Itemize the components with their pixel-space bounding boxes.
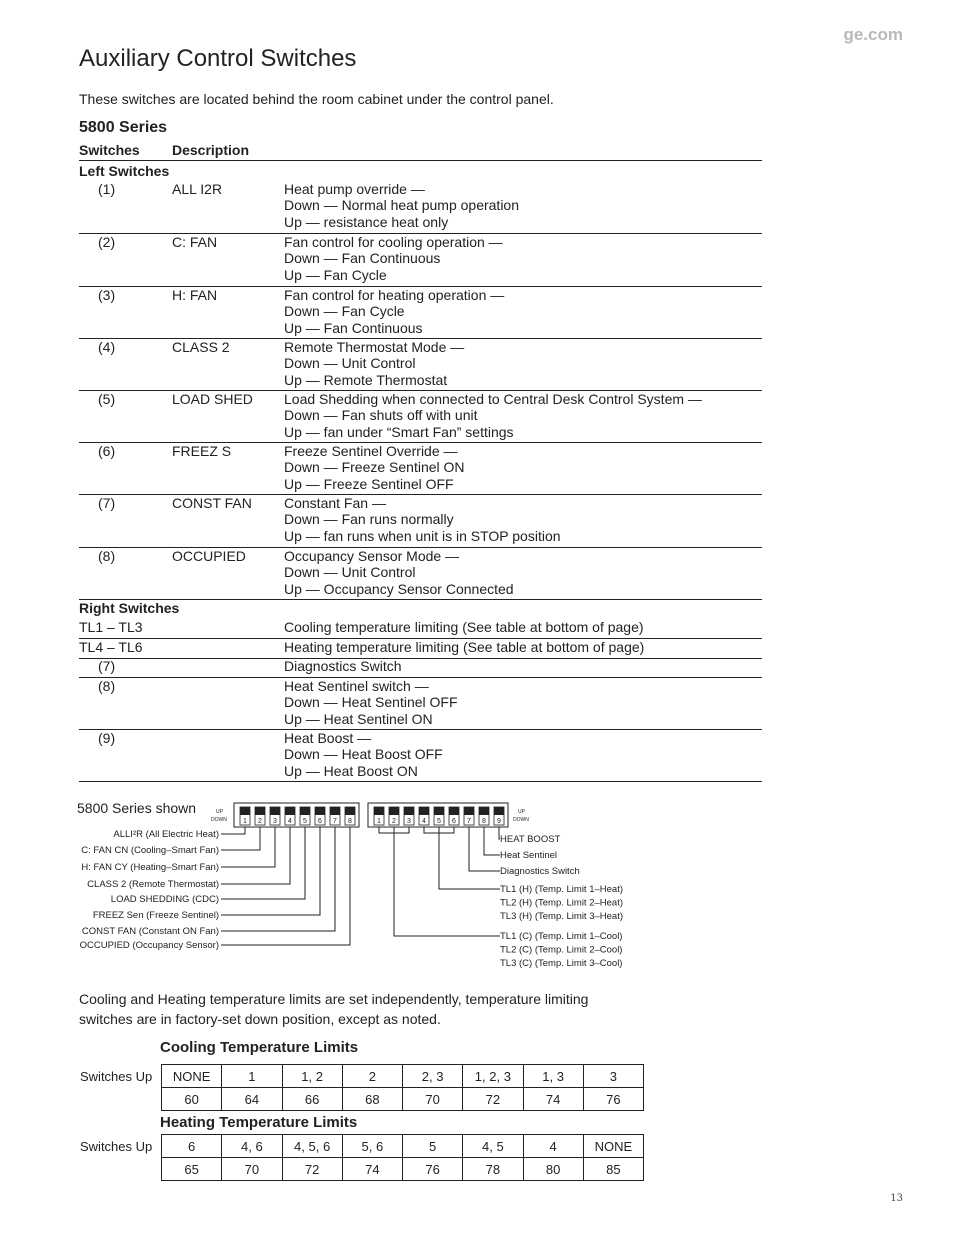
switch-description <box>284 391 702 440</box>
description-line: Down — Fan Continuous <box>284 250 441 267</box>
description-line: Down — Normal heat pump operation <box>284 197 520 214</box>
leader-line <box>484 827 500 855</box>
description-line: Up — Fan Cycle <box>284 266 387 283</box>
dip-switch-toggle <box>389 807 399 815</box>
switch-description <box>284 495 561 544</box>
switches-up-cell: 3 <box>583 1065 643 1088</box>
temperature-cell: 66 <box>282 1088 342 1111</box>
diagram-label: TL1 (H) (Temp. Limit 1–Heat) <box>500 884 624 895</box>
dip-switch-toggle <box>479 807 489 815</box>
dip-switch-toggle <box>494 807 504 815</box>
dip-switch-number: 3 <box>407 818 411 825</box>
note-line: Cooling and Heating temperature limits are set independently, temperature limiting <box>79 991 589 1007</box>
dip-switch-toggle <box>419 807 429 815</box>
diagram-label: LOAD SHEDDING (CDC) <box>110 894 219 905</box>
diagram-label: CONST FAN (Constant ON Fan) <box>81 926 219 937</box>
switch-number: (7) <box>98 658 116 674</box>
description-line: Down — Unit Control <box>284 355 416 372</box>
diagram-label: TL2 (C) (Temp. Limit 2–Cool) <box>500 944 623 956</box>
series-heading: 5800 Series <box>79 119 168 136</box>
diagram-label: OCCUPIED (Occupancy Sensor) <box>79 940 219 951</box>
temperature-cell: 70 <box>403 1088 463 1111</box>
page-title: Auxiliary Control Switches <box>79 45 357 72</box>
left-switches-heading: Left Switches <box>79 163 170 179</box>
leader-line <box>221 827 245 834</box>
diagram-label: ALLI²R (All Electric Heat) <box>113 829 219 840</box>
switch-row <box>79 678 762 730</box>
cooling-row-label: Switches Up <box>80 1069 153 1084</box>
page-number: 13 <box>890 1193 903 1204</box>
temp-limit-description: Cooling temperature limiting (See table at bottom of page) <box>284 619 644 635</box>
leader-line <box>221 827 350 945</box>
switch-row <box>79 234 762 287</box>
description-line: Up — Heat Sentinel ON <box>284 710 433 727</box>
header-rule <box>79 160 762 161</box>
switch-row <box>79 658 762 678</box>
dip-switch-number: 4 <box>288 818 292 825</box>
left-diagram-labels <box>80 829 219 951</box>
switch-row <box>79 339 762 391</box>
description-line: Up — resistance heat only <box>284 213 449 230</box>
heating-title: Heating Temperature Limits <box>160 1114 358 1131</box>
switch-code: C: FAN <box>172 234 218 250</box>
switch-row <box>79 287 762 339</box>
description-line: Occupancy Sensor Mode — <box>284 548 460 564</box>
diagram-label: HEAT BOOST <box>500 834 561 845</box>
switch-code: LOAD SHED <box>172 391 253 407</box>
description-line: Up — fan runs when unit is in STOP position <box>284 527 561 544</box>
temperature-cell: 78 <box>463 1158 523 1181</box>
diagram-label: TL3 (C) (Temp. Limit 3–Cool) <box>500 958 623 969</box>
description-line: Down — Fan shuts off with unit <box>284 407 478 424</box>
temp-limit-label: TL1 – TL3 <box>79 619 143 635</box>
description-line: Down — Fan Cycle <box>284 303 405 320</box>
temperature-cell: 74 <box>523 1088 583 1111</box>
description-line: Fan control for heating operation — <box>284 287 505 303</box>
temperature-cell: 65 <box>162 1158 222 1181</box>
switches-up-cell: 4 <box>523 1135 583 1158</box>
switches-up-cell: 2, 3 <box>403 1065 463 1088</box>
switch-row <box>79 181 762 234</box>
temp-limit-description: Heating temperature limiting (See table at bottom of page) <box>284 639 645 655</box>
switch-row <box>79 391 762 443</box>
dip-switch-toggle <box>255 807 265 815</box>
switch-description <box>284 181 519 230</box>
dip-switch-number: 1 <box>377 818 381 825</box>
heating-switches-row <box>162 1135 644 1158</box>
description-line: Down — Freeze Sentinel ON <box>284 459 465 476</box>
switch-description <box>284 339 464 388</box>
leader-line <box>221 827 290 884</box>
temperature-cell: 85 <box>583 1158 643 1181</box>
diagram-label: CLASS 2 (Remote Thermostat) <box>87 879 219 890</box>
switches-up-cell: 1, 2, 3 <box>463 1065 523 1088</box>
switches-up-cell: NONE <box>583 1135 643 1158</box>
diagram-label: TL2 (H) (Temp. Limit 2–Heat) <box>500 897 624 909</box>
temperature-cell: 72 <box>282 1158 342 1181</box>
switch-number: (6) <box>98 443 116 459</box>
dip-switch-number: 5 <box>437 818 441 825</box>
temperature-cell: 64 <box>222 1088 282 1111</box>
switch-code: FREEZ S <box>172 443 232 459</box>
switches-up-cell: NONE <box>162 1065 222 1088</box>
description-line: Down — Heat Boost OFF <box>284 746 443 763</box>
switch-description <box>284 287 504 336</box>
right-leader-lines <box>379 827 500 936</box>
switch-code: CLASS 2 <box>172 339 230 355</box>
leader-line <box>221 827 275 867</box>
switch-description <box>284 234 503 283</box>
switch-row <box>79 730 762 782</box>
diagram-label: TL3 (H) (Temp. Limit 3–Heat) <box>500 911 624 922</box>
dip-switch-number: 9 <box>497 818 501 825</box>
right-switches-heading: Right Switches <box>79 600 180 616</box>
dip-switch-toggle <box>270 807 280 815</box>
description-line: Load Shedding when connected to Central Desk Control System — <box>284 391 702 407</box>
description-line: Down — Heat Sentinel OFF <box>284 694 458 711</box>
dip-switch-toggle <box>374 807 384 815</box>
dip-switch-number: 3 <box>273 818 277 825</box>
right-down-label: DOWN <box>513 817 529 823</box>
dip-switch-number: 2 <box>392 818 396 825</box>
switch-number: (3) <box>98 287 116 303</box>
dip-switch-number: 8 <box>482 818 486 825</box>
switch-number: (4) <box>98 339 116 355</box>
dip-switch-toggle <box>240 807 250 815</box>
dip-switch-toggle <box>404 807 414 815</box>
description-line: Up — Freeze Sentinel OFF <box>284 475 454 492</box>
leader-line <box>221 827 260 850</box>
switches-up-cell: 4, 6 <box>222 1135 282 1158</box>
header-description: Description <box>172 142 250 158</box>
switches-up-cell: 4, 5, 6 <box>282 1135 342 1158</box>
dip-switch-toggle <box>434 807 444 815</box>
description-line: Heat Sentinel switch — <box>284 678 429 694</box>
dip-switch-number: 8 <box>348 818 352 825</box>
switch-description <box>284 548 514 597</box>
switches-up-cell: 4, 5 <box>463 1135 523 1158</box>
description-line: Up — Heat Boost ON <box>284 762 418 779</box>
temp-limit-row <box>79 639 762 659</box>
dip-switch-number: 7 <box>333 818 337 825</box>
diagram-label: C: FAN CN (Cooling–Smart Fan) <box>81 845 219 856</box>
description-line: Constant Fan — <box>284 495 386 511</box>
diagram-caption: 5800 Series shown <box>77 800 197 816</box>
switch-description <box>284 678 458 727</box>
heating-table <box>161 1134 644 1181</box>
dip-switch-toggle <box>464 807 474 815</box>
description-line: Diagnostics Switch <box>284 658 402 674</box>
switches-up-cell: 5 <box>403 1135 463 1158</box>
description-line: Fan control for cooling operation — <box>284 234 503 250</box>
description-line: Remote Thermostat Mode — <box>284 339 465 355</box>
switch-code: H: FAN <box>172 287 218 303</box>
description-line: Up — fan under “Smart Fan” settings <box>284 423 514 440</box>
left-up-label: UP <box>216 809 223 815</box>
switches-up-cell: 1, 2 <box>282 1065 342 1088</box>
temperature-cell: 70 <box>222 1158 282 1181</box>
right-diagram-labels <box>500 834 623 969</box>
temp-limit-label: TL4 – TL6 <box>79 639 143 655</box>
description-line: Freeze Sentinel Override — <box>284 443 458 459</box>
temp-limit-row <box>79 619 762 639</box>
cooling-table <box>161 1064 644 1111</box>
description-line: Down — Fan runs normally <box>284 511 454 528</box>
left-dip-switches <box>240 807 355 825</box>
description-line: Up — Occupancy Sensor Connected <box>284 580 514 597</box>
description-line: Down — Unit Control <box>284 564 416 581</box>
switch-code: OCCUPIED <box>172 548 246 564</box>
heating-temps-row <box>162 1158 644 1181</box>
switch-number: (8) <box>98 548 116 564</box>
switch-description <box>284 443 465 492</box>
description-line: Up — Fan Continuous <box>284 319 423 336</box>
temperature-cell: 80 <box>523 1158 583 1181</box>
dip-switch-number: 6 <box>452 818 456 825</box>
switch-number: (7) <box>98 495 116 511</box>
switches-up-cell: 2 <box>342 1065 402 1088</box>
left-leader-lines <box>221 827 350 945</box>
switch-row <box>79 548 762 600</box>
cooling-temps-row <box>162 1088 644 1111</box>
dip-switch-number: 5 <box>303 818 307 825</box>
diagram-label: TL1 (C) (Temp. Limit 1–Cool) <box>500 931 623 942</box>
switches-up-cell: 5, 6 <box>342 1135 402 1158</box>
dip-switch-toggle <box>285 807 295 815</box>
diagram-label: H: FAN CY (Heating–Smart Fan) <box>81 862 219 873</box>
switch-diagram <box>0 795 954 990</box>
dip-switch-toggle <box>449 807 459 815</box>
heating-row-label: Switches Up <box>80 1139 153 1154</box>
intro-text: These switches are located behind the room cabinet under the control panel. <box>79 91 554 107</box>
note-line: switches are in factory-set down position, except as noted. <box>79 1011 441 1027</box>
switch-number: (8) <box>98 678 116 694</box>
dip-switch-toggle <box>345 807 355 815</box>
switches-up-cell: 1, 3 <box>523 1065 583 1088</box>
description-line: Heat pump override — <box>284 181 425 197</box>
dip-switch-number: 1 <box>243 818 247 825</box>
switch-number: (9) <box>98 730 116 746</box>
diagram-label: Diagnostics Switch <box>500 866 580 877</box>
switch-number: (1) <box>98 181 116 197</box>
switch-number: (5) <box>98 391 116 407</box>
temperature-cell: 76 <box>403 1158 463 1181</box>
left-down-label: DOWN <box>211 817 227 823</box>
switch-number: (2) <box>98 234 116 250</box>
header-switches: Switches <box>79 142 140 158</box>
right-dip-switches <box>374 807 504 825</box>
switch-code: CONST FAN <box>172 495 252 511</box>
description-line: Up — Remote Thermostat <box>284 371 448 388</box>
right-up-label: UP <box>518 809 525 815</box>
temperature-cell: 74 <box>342 1158 402 1181</box>
dip-switch-toggle <box>330 807 340 815</box>
dip-switch-toggle <box>300 807 310 815</box>
dip-switch-number: 4 <box>422 818 426 825</box>
switch-description <box>284 730 443 779</box>
brand-logo-text[interactable]: ge.com <box>843 25 903 44</box>
dip-switch-number: 6 <box>318 818 322 825</box>
temperature-cell: 60 <box>162 1088 222 1111</box>
switch-row <box>79 495 762 548</box>
switch-description <box>284 658 402 674</box>
dip-switch-number: 2 <box>258 818 262 825</box>
diagram-label: Heat Sentinel <box>500 850 558 861</box>
switch-code: ALL I2R <box>172 181 223 197</box>
temperature-cell: 68 <box>342 1088 402 1111</box>
limits-note <box>79 989 588 1029</box>
cooling-switches-row <box>162 1065 644 1088</box>
temperature-cell: 72 <box>463 1088 523 1111</box>
switches-up-cell: 1 <box>222 1065 282 1088</box>
temperature-cell: 76 <box>583 1088 643 1111</box>
switch-row <box>79 443 762 495</box>
leader-line <box>221 827 305 899</box>
diagram-label: FREEZ Sen (Freeze Sentinel) <box>92 910 219 921</box>
dip-switch-number: 7 <box>467 818 471 825</box>
cooling-title: Cooling Temperature Limits <box>160 1039 359 1056</box>
switches-up-cell: 6 <box>162 1135 222 1158</box>
dip-switch-toggle <box>315 807 325 815</box>
description-line: Heat Boost — <box>284 730 372 746</box>
switch-diagram-svg <box>0 795 954 985</box>
